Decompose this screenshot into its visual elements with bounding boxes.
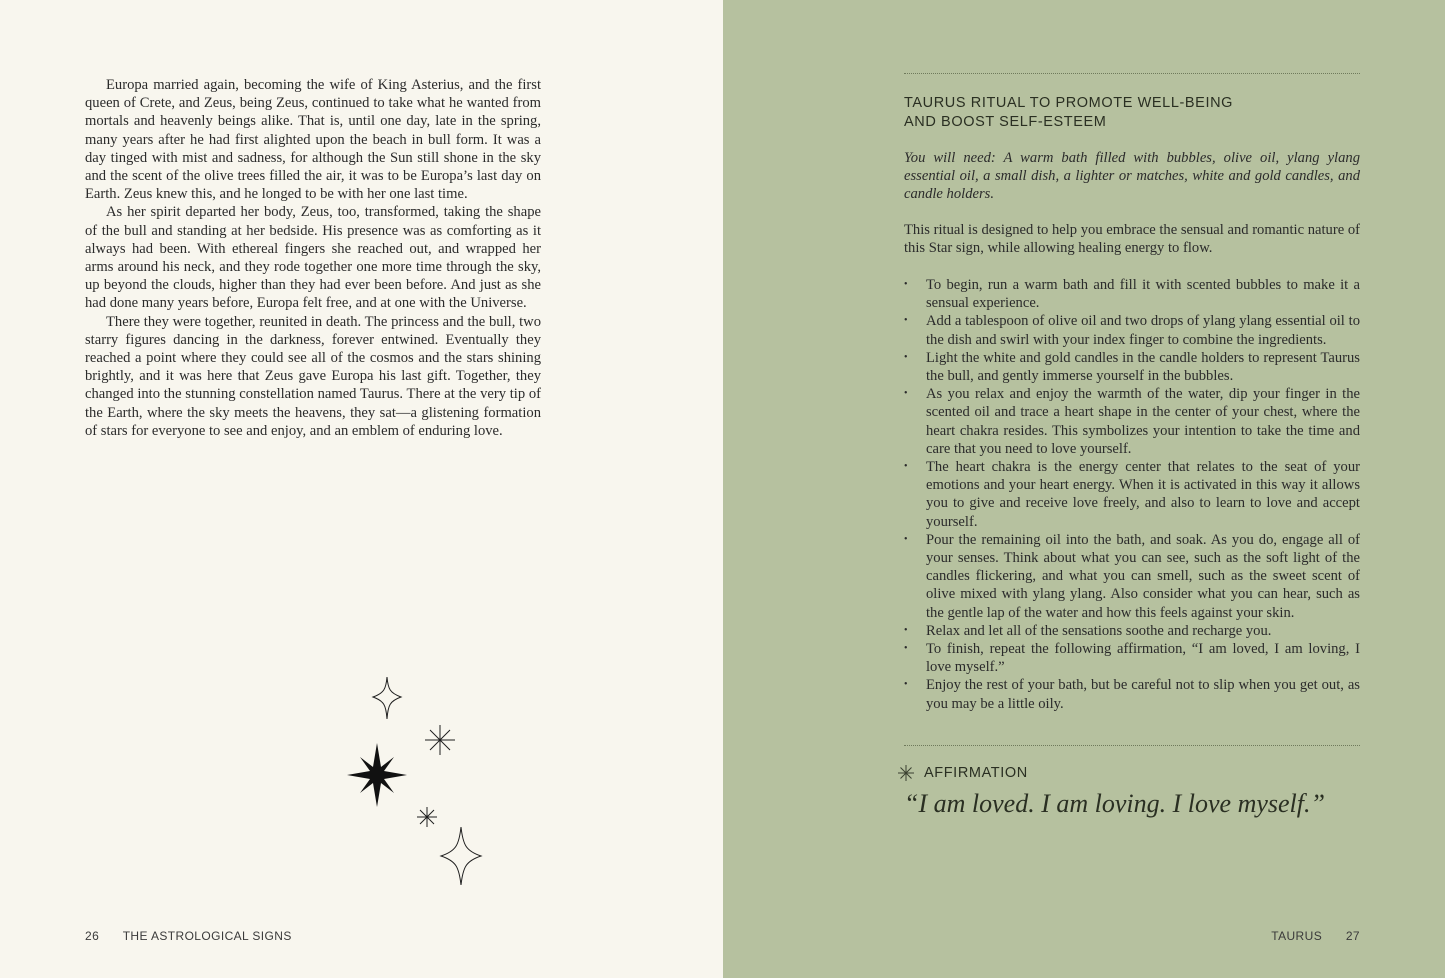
step-text: Add a tablespoon of olive oil and two drops of ylang ylang essential oil to the dish and swirl with your index finger to combine the ingredients.: [926, 313, 1360, 348]
ritual-intro: This ritual is designed to help you embrace the sensual and romantic nature of this Star sign, while allowing healing energy to flow.: [904, 222, 1360, 257]
dotted-divider: [904, 745, 1360, 746]
page-number: 26: [85, 929, 100, 943]
right-footer: [1271, 929, 1360, 943]
bullet: •: [904, 679, 908, 691]
bullet: •: [904, 533, 908, 545]
bullet: •: [904, 643, 908, 655]
story-text: [85, 76, 541, 440]
left-footer: [85, 929, 292, 943]
dotted-divider: [904, 73, 1360, 74]
asterisk-star-small-icon: [417, 807, 437, 827]
ritual-steps: [904, 276, 1360, 713]
list-item: [904, 676, 1360, 712]
list-item: [904, 622, 1360, 640]
step-text: To finish, repeat the following affirmation, “I am loved, I am loving, I love myself.”: [926, 641, 1360, 676]
right-page: [723, 0, 1445, 978]
step-text: To begin, run a warm bath and fill it with scented bubbles to make it a sensual experience.: [926, 277, 1360, 312]
list-item: [904, 276, 1360, 312]
list-item: [904, 640, 1360, 676]
affirmation-label: AFFIRMATION: [924, 765, 1028, 781]
story-paragraph: Europa married again, becoming the wife of King Asterius, and the first queen of Crete, and Zeus, being Zeus, continued to take what he wanted from mortals and heavenly beings alike. That is, until one day, late in the spring, many years after he had first alighted upon the beach in bull form. It was a day tinged with mist and sadness, for although the Sun still shone in the sky and the scent of the olive trees filled the air, it was to be Europa’s last day on Earth. Zeus knew this, and he longed to be with her one last time.: [85, 77, 541, 203]
story-paragraph: As her spirit departed her body, Zeus, too, transformed, taking the shape of the bull and standing at her bedside. His presence was as comforting as it always had been. With ethereal fingers she reached out, and wrapped her arms around his neck, and they rode together one more time through the sky, up beyond the clouds, higher than they had ever been before. And just as she had done many years before, Europa felt free, and at one with the Universe.: [85, 204, 541, 312]
ritual-title: [904, 94, 1360, 131]
you-will-need: You will need: A warm bath filled with bubbles, olive oil, ylang ylang essential oil, a small dish, a lighter or matches, white and gold candles, and candle holders.: [904, 150, 1360, 203]
story-paragraph: There they were together, reunited in death. The princess and the bull, two starry figures dancing in the darkness, forever entwined. Eventually they reached a point where they could see all of the cosmos and the stars shining brightly, and it was here that Zeus gave Europa his last gift. Together, they changed into the stunning constellation named Taurus. There at the very tip of the Earth, where the sky meets the heavens, they sat—a glistening formation of stars for everyone to see and enjoy, and an emblem of enduring love.: [85, 313, 541, 439]
list-item: [904, 349, 1360, 385]
page-number: 27: [1345, 929, 1360, 943]
list-item: [904, 385, 1360, 458]
outline-star-small-icon: [373, 677, 401, 719]
bullet: •: [904, 351, 908, 363]
sparkle-stars-icon: [340, 675, 490, 890]
bullet: •: [904, 624, 908, 636]
list-item: [904, 458, 1360, 531]
ritual-title-line: TAURUS RITUAL TO PROMOTE WELL-BEING: [904, 95, 1234, 111]
filled-star-icon: [347, 743, 407, 807]
step-text: Enjoy the rest of your bath, but be careful not to slip when you get out, as you may be a little oily.: [926, 677, 1360, 712]
affirmation-quote: “I am loved. I am loving. I love myself.”: [904, 789, 1325, 818]
asterisk-star-icon: [898, 765, 914, 781]
running-head: THE ASTROLOGICAL SIGNS: [122, 929, 292, 943]
step-text: Pour the remaining oil into the bath, and soak. As you do, engage all of your senses. Think about what you can see, such as the soft light of the candles flickering, and what you can smell, such as the sweet scent of olive mixed with ylang ylang. Also consider what you can hear, such as the gentle lap of the water and how this feels against your skin.: [926, 531, 1360, 621]
list-item: [904, 312, 1360, 348]
asterisk-star-large-icon: [425, 725, 455, 755]
step-text: As you relax and enjoy the warmth of the water, dip your finger in the scented oil and trace a heart shape in the center of your chest, where the heart chakra resides. This symbolizes your intention to take the time and care that you need to love yourself.: [926, 386, 1360, 457]
outline-star-large-icon: [441, 827, 481, 885]
affirmation-heading: [898, 765, 1028, 781]
bullet: •: [904, 388, 908, 400]
step-text: Light the white and gold candles in the candle holders to represent Taurus the bull, and gently immerse yourself in the bubbles.: [926, 349, 1360, 385]
step-text: The heart chakra is the energy center that relates to the seat of your emotions and your heart energy. When it is activated in this way it allows you to give and receive love freely, and also to learn to love and accept yourself.: [926, 459, 1360, 530]
bullet: •: [904, 461, 908, 473]
list-item: [904, 531, 1360, 622]
ritual-title-line: AND BOOST SELF-ESTEEM: [904, 113, 1107, 130]
bullet: •: [904, 279, 908, 290]
step-text: Relax and let all of the sensations soothe and recharge you.: [926, 622, 1272, 639]
bullet: •: [904, 315, 908, 327]
running-head: TAURUS: [1271, 929, 1323, 943]
